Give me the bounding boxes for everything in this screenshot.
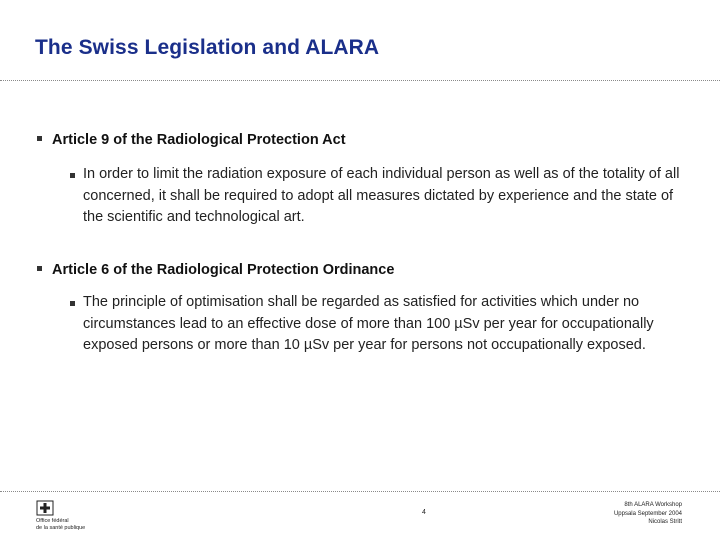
office-line-2: de la santé publique [36,525,86,531]
square-bullet-icon [37,266,42,271]
office-line-1: Office fédéral [36,518,69,524]
workshop-line-2: Uppsala September 2004 [613,510,682,517]
article-6-text [70,292,690,357]
bullet-article-9 [37,132,346,148]
bullet-article-6 [37,262,394,278]
article-6-body: The principle of optimisation shall be regarded as satisfied for activities which under no circumstances lead to an effective dose of more than 100 µSv per year for occupationally exposed persons or more than 10 µSv per year for persons not occupationally exposed. [83,294,654,353]
slide-title: The Swiss Legislation and ALARA [35,36,380,59]
square-bullet-icon [70,173,75,178]
article-9-text [70,164,690,229]
office-name [36,518,85,532]
square-bullet-icon [37,136,42,141]
page-number: 4 [422,509,426,516]
workshop-info [614,501,682,527]
square-bullet-icon [70,301,75,306]
article-9-heading: Article 9 of the Radiological Protection Act [52,132,346,148]
top-divider [0,80,720,81]
article-6-heading: Article 6 of the Radiological Protection Ordinance [52,262,395,278]
bottom-divider [0,491,720,492]
workshop-line-3: Nicolas Stritt [648,519,682,525]
workshop-line-1: 8th ALARA Workshop [624,502,682,508]
article-9-body: In order to limit the radiation exposure of each individual person as well as of the totality of all concerned, it shall be required to adopt all measures dictated by experience and the state of the scientific and technological art. [83,166,680,225]
